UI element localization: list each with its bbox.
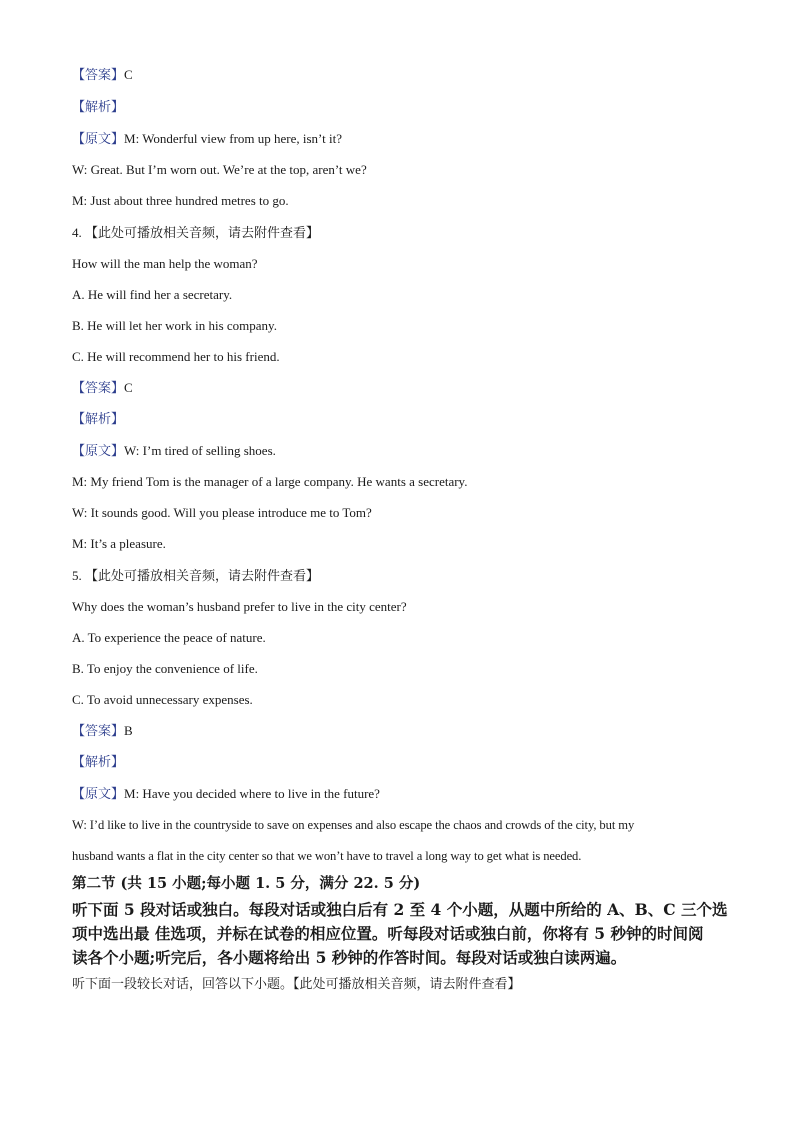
answer-value: B — [124, 723, 133, 738]
transcript-text: W: I’m tired of selling shoes. — [124, 443, 276, 458]
audio-note: 【此处可播放相关音频，请去附件查看】 — [85, 569, 320, 584]
q4-answer-line — [72, 379, 133, 397]
answer-value: C — [124, 380, 133, 395]
q4-option-b: B. He will let her work in his company. — [72, 318, 277, 333]
answer-value: C — [124, 67, 133, 82]
orig-tag: 【原文】 — [72, 131, 125, 146]
section-instruction-line-1: 听下面 5 段对话或独白。每段对话或独白后有 2 至 4 个小题，从题中所给的 A、B、C 三个选 — [72, 900, 728, 919]
q4-analysis-line — [72, 410, 124, 428]
q4-transcript-line-2: M: My friend Tom is the manager of a large company. He wants a secretary. — [72, 474, 468, 489]
orig-tag: 【原文】 — [72, 786, 125, 801]
q4-transcript-line-1 — [72, 442, 276, 460]
orig-tag: 【原文】 — [72, 443, 125, 458]
q5-answer-line — [72, 722, 133, 740]
section-instruction-line-3: 读各个小题;听完后，各小题将给出 5 秒钟的作答时间。每段对话或独白读两遍。 — [72, 948, 627, 967]
q4-transcript-line-4: M: It’s a pleasure. — [72, 536, 166, 551]
question-number: 5. — [72, 568, 82, 583]
q3-analysis-line — [72, 98, 124, 116]
analysis-tag: 【解析】 — [72, 99, 125, 114]
analysis-tag: 【解析】 — [72, 411, 125, 426]
section-title: 第二节 (共 15 小题;每小题 1. 5 分，满分 22. 5 分) — [72, 875, 421, 892]
q4-question: How will the man help the woman? — [72, 256, 258, 271]
q4-option-c: C. He will recommend her to his friend. — [72, 349, 280, 364]
q3-answer-line — [72, 66, 133, 84]
audio-note: 【此处可播放相关音频，请去附件查看】 — [85, 226, 320, 241]
q5-transcript-line-3: husband wants a flat in the city center so that we won’t have to travel a long way to get what is needed. — [72, 849, 582, 863]
q5-transcript-line-1 — [72, 785, 380, 803]
transcript-text: M: Wonderful view from up here, isn’t it? — [124, 131, 343, 146]
analysis-tag: 【解析】 — [72, 754, 125, 769]
section-prompt: 听下面一段较长对话，回答以下小题。【此处可播放相关音频，请去附件查看】 — [72, 977, 521, 992]
q4-header — [72, 224, 319, 243]
q4-transcript-line-3: W: It sounds good. Will you please introduce me to Tom? — [72, 505, 372, 520]
q5-question: Why does the woman’s husband prefer to live in the city center? — [72, 599, 407, 614]
question-number: 4. — [72, 225, 82, 240]
q3-transcript-line-1 — [72, 130, 342, 148]
q3-transcript-line-2: W: Great. But I’m worn out. We’re at the top, aren’t we? — [72, 162, 367, 177]
transcript-text: M: Have you decided where to live in the future? — [124, 786, 380, 801]
answer-tag: 【答案】 — [72, 67, 125, 82]
answer-tag: 【答案】 — [72, 723, 125, 738]
q5-option-a: A. To experience the peace of nature. — [72, 630, 266, 645]
section-instruction-line-2: 项中选出最 佳选项，并标在试卷的相应位置。听每段对话或独白前，你将有 5 秒钟的时间阅 — [72, 924, 704, 943]
answer-tag: 【答案】 — [72, 380, 125, 395]
q5-option-c: C. To avoid unnecessary expenses. — [72, 692, 253, 707]
q5-header — [72, 567, 319, 586]
q3-transcript-line-3: M: Just about three hundred metres to go. — [72, 193, 289, 208]
q5-transcript-line-2: W: I’d like to live in the countryside to save on expenses and also escape the chaos and crowds of the city, but my — [72, 818, 635, 832]
q4-option-a: A. He will find her a secretary. — [72, 287, 233, 302]
q5-analysis-line — [72, 753, 124, 771]
q5-option-b: B. To enjoy the convenience of life. — [72, 661, 258, 676]
